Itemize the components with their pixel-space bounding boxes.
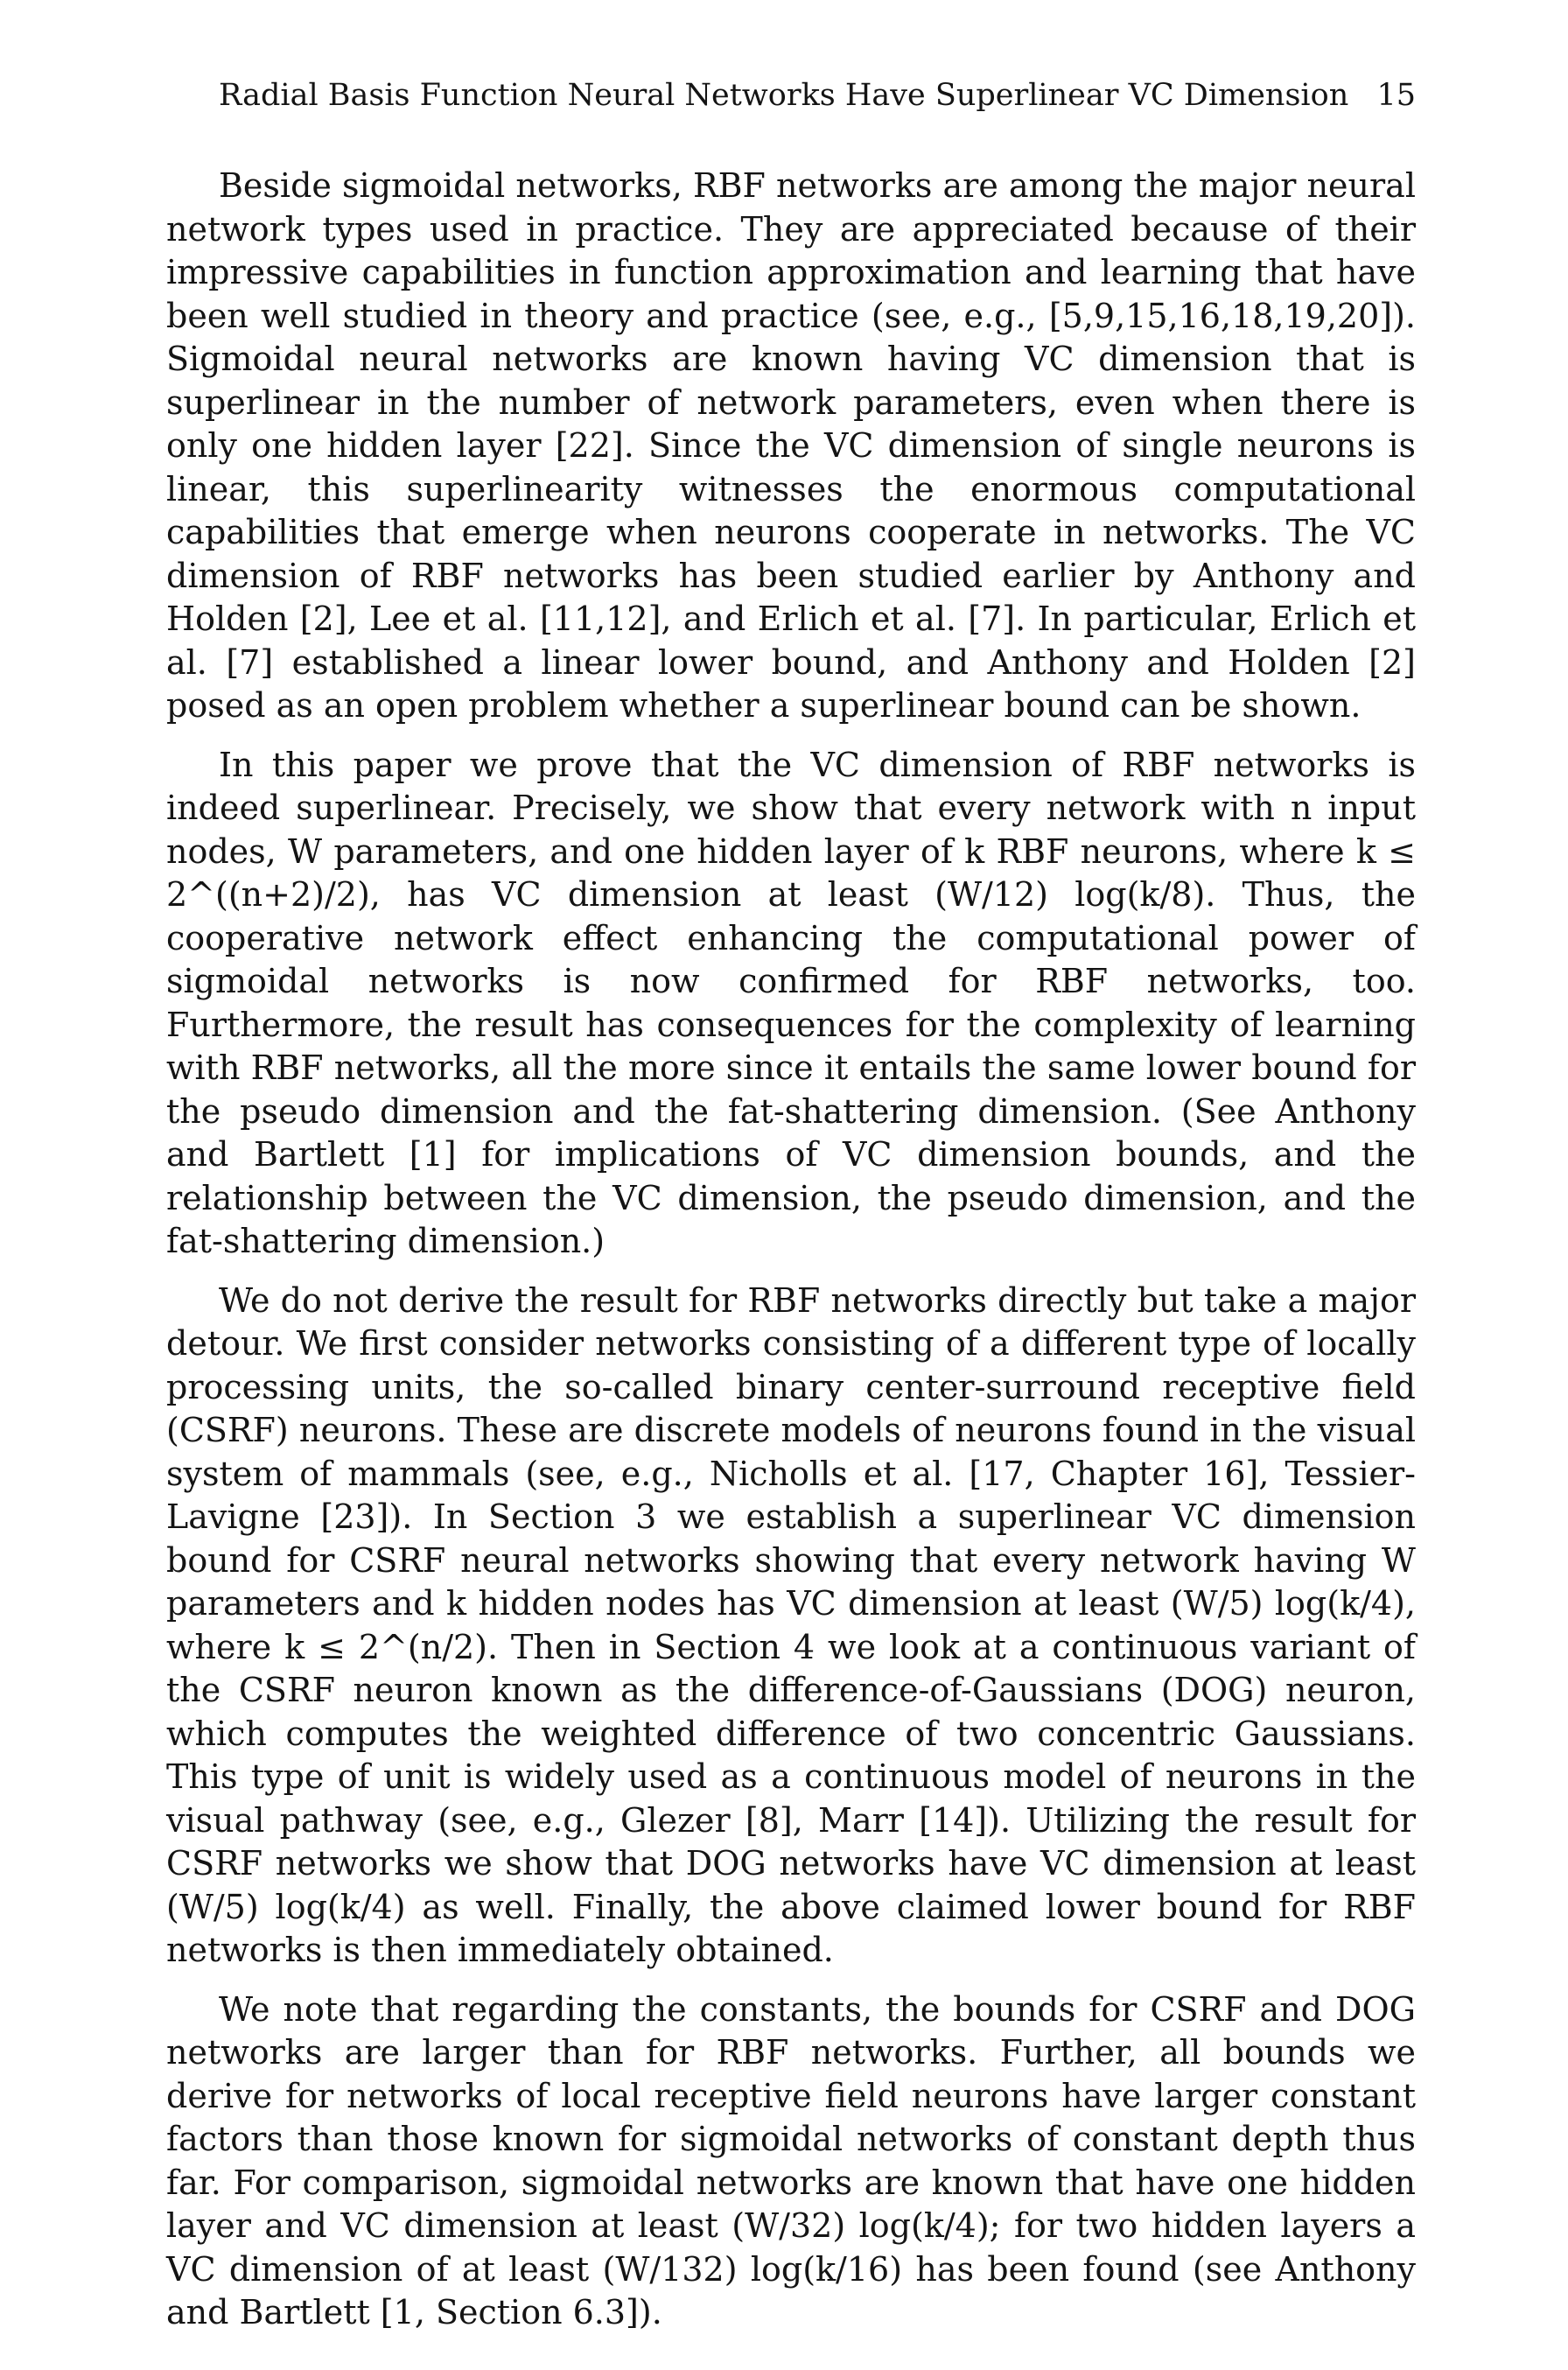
paragraph-4: We note that regarding the constants, the bounds for CSRF and DOG networks are larger than for RBF networks. Further, all bounds we derive for networks of local receptive field neurons have larger constant factors than those known for sigmoidal networks of constant depth thus far. For comparison, sigmoidal networks are known that have one hidden layer and VC dimension at least (W/32) log(k/4); for two hidden layers a VC dimension of at least (W/132) log(k/16) has been found (see Anthony and Bartlett [1, Section 6.3]).	[166, 1989, 1416, 2331]
running-title: Radial Basis Function Neural Networks Have Superlinear VC Dimension	[219, 78, 1349, 113]
page-number: 15	[1376, 78, 1416, 113]
paragraph-2: In this paper we prove that the VC dimension of RBF networks is indeed superlinear. Precisely, we show that every network with n input nodes, W parameters, and one hidden layer of k RBF neurons, where k ≤ 2^((n+2)/2), has VC dimension at least (W/12) log(k/8). Thus, the cooperative network effect enhancing the computational power of sigmoidal networks is now confirmed for RBF networks, too. Furthermore, the result has consequences for the complexity of learning with RBF networks, all the more since it entails the same lower bound for the pseudo dimension and the fat-shattering dimension. (See Anthony and Bartlett [1] for implications of VC dimension bounds, and the relationship between the VC dimension, the pseudo dimension, and the fat-shattering dimension.)	[166, 745, 1416, 1260]
paragraph-1: Beside sigmoidal networks, RBF networks are among the major neural network types used in practice. They are appreciated because of their impressive capabilities in function approximation and learning that have been well studied in theory and practice (see, e.g., [5,9,15,16,18,19,20]). Sigmoidal neural networks are known having VC dimension that is superlinear in the number of network parameters, even when there is only one hidden layer [22]. Since the VC dimension of single neurons is linear, this superlinearity witnesses the enormous computational capabilities that emerge when neurons cooperate in networks. The VC dimension of RBF networks has been studied earlier by Anthony and Holden [2], Lee et al. [11,12], and Erlich et al. [7]. In particular, Erlich et al. [7] established a linear lower bound, and Anthony and Holden [2] posed as an open problem whether a superlinear bound can be shown.	[166, 166, 1416, 725]
running-header	[219, 74, 1416, 117]
paragraph-3: We do not derive the result for RBF networks directly but take a major detour. We first consider networks consisting of a different type of locally processing units, the so-called binary center-surround receptive field (CSRF) neurons. These are discrete models of neurons found in the visual system of mammals (see, e.g., Nicholls et al. [17, Chapter 16], Tessier-Lavigne [23]). In Section 3 we establish a superlinear VC dimension bound for CSRF neural networks showing that every network having W parameters and k hidden nodes has VC dimension at least (W/5) log(k/4), where k ≤ 2^(n/2). Then in Section 4 we look at a continuous variant of the CSRF neuron known as the difference-of-Gaussians (DOG) neuron, which computes the weighted difference of two concentric Gaussians. This type of unit is widely used as a continuous model of neurons in the visual pathway (see, e.g., Glezer [8], Marr [14]). Utilizing the result for CSRF networks we show that DOG networks have VC dimension at least (W/5) log(k/4) as well. Finally, the above claimed lower bound for RBF networks is then immediately obtained.	[166, 1280, 1416, 1969]
body-text	[166, 165, 1416, 2335]
